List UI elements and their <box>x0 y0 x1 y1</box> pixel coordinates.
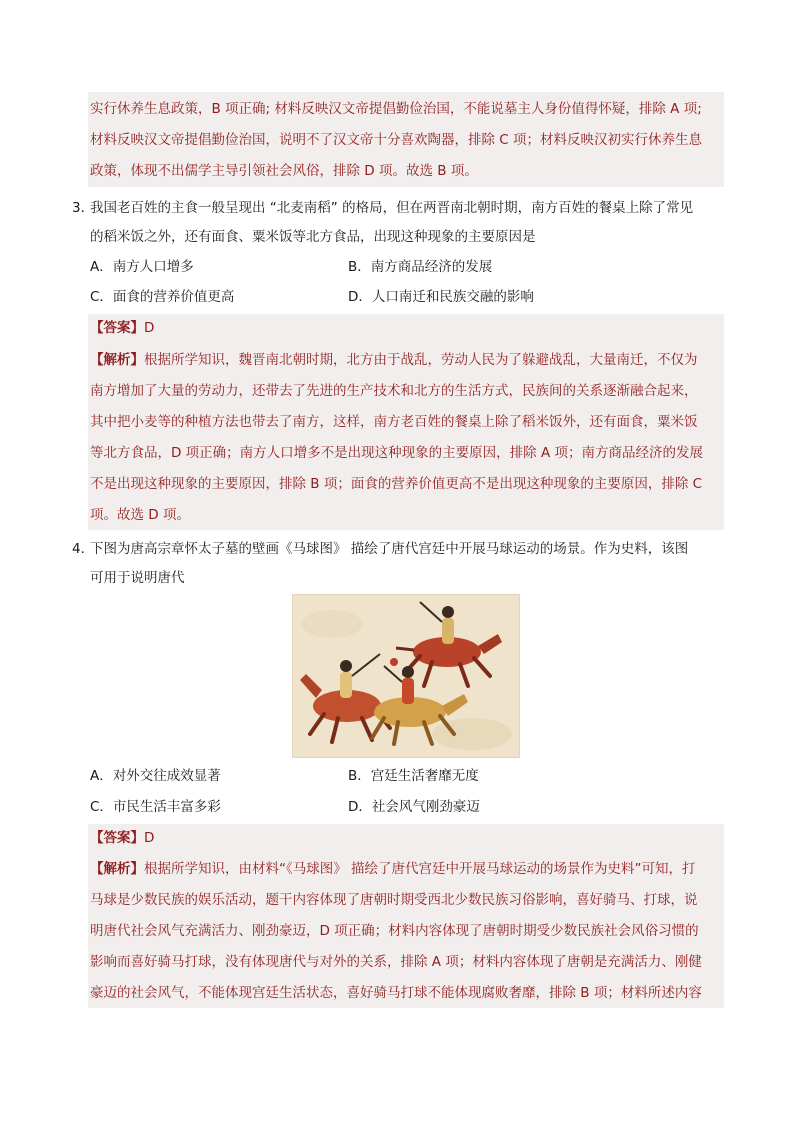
q3-analysis-line-5: 不是出现这种现象的主要原因，排除 B 项；面食的营养价值更高不是出现这种现象的主要原因，排除 C <box>90 476 703 492</box>
q4-analysis-line-3: 明唐代社会风气充满活力、刚劲豪迈，D 项正确；材料内容体现了唐朝时期受少数民族社会风俗习惯的 <box>90 923 699 939</box>
q4-answer-block <box>88 824 724 1008</box>
q3-option-c: C．面食的营养价值更高 <box>90 289 235 305</box>
q4-analysis-line-2: 马球是少数民族的娱乐活动，题干内容体现了唐朝时期受西北少数民族习俗影响，喜好骑马、打球，说 <box>90 892 698 908</box>
q4-stem-line-2: 可用于说明唐代 <box>90 570 185 586</box>
q3-stem-line-1: 我国老百姓的主食一般呈现出 “北麦南稻” 的格局，但在两晋南北朝时期，南方百姓的餐桌上除了常见 <box>90 200 694 216</box>
q4-answer-value: D <box>144 830 155 846</box>
q4-option-a: A．对外交往成效显著 <box>90 768 221 784</box>
prev-analysis-line-3: 政策，体现不出儒学主导引领社会风俗，排除 D 项。故选 B 项。 <box>90 163 478 179</box>
q4-analysis-text-1: 根据所学知识，由材料“《马球图》 描绘了唐代宫廷中开展马球运动的场景作为史料”可知，打 <box>144 861 696 877</box>
q3-analysis-line-6: 项。故选 D 项。 <box>90 507 190 523</box>
q3-answer <box>90 318 154 338</box>
polo-mural-image <box>292 594 520 758</box>
q4-analysis-label: 【解析】 <box>90 861 144 877</box>
q4-analysis-line-5: 豪迈的社会风气，不能体现宫廷生活状态，喜好骑马打球不能体现腐败奢靡，排除 B 项；材料所述内容 <box>90 985 702 1001</box>
q3-option-d: D．人口南迁和民族交融的影响 <box>348 289 534 305</box>
q4-answer <box>90 828 154 848</box>
q3-option-b: B．南方商品经济的发展 <box>348 259 493 275</box>
q3-analysis-text-1: 根据所学知识，魏晋南北朝时期，北方由于战乱，劳动人民为了躲避战乱，大量南迁，不仅为 <box>144 352 698 368</box>
q3-analysis-label: 【解析】 <box>90 352 144 368</box>
q3-number: 3． <box>72 200 95 216</box>
q3-analysis-line-4: 等北方食品，D 项正确；南方人口增多不是出现这种现象的主要原因，排除 A 项；南方商品经济的发展 <box>90 445 704 461</box>
q3-answer-value: D <box>144 320 155 336</box>
prev-analysis-line-1: 实行休养生息政策，B 项正确; 材料反映汉文帝提倡勤俭治国，不能说墓主人身份值得怀疑，排除 A 项; <box>90 101 702 117</box>
prev-analysis-line-2: 材料反映汉文帝提倡勤俭治国，说明不了汉文帝十分喜欢陶器，排除 C 项；材料反映汉初实行休养生息 <box>90 132 703 148</box>
q4-analysis-line-1 <box>90 859 696 879</box>
q4-number: 4． <box>72 541 95 557</box>
q3-analysis-line-2: 南方增加了大量的劳动力，还带去了先进的生产技术和北方的生活方式，民族间的关系逐渐融合起来， <box>90 383 698 399</box>
q3-stem-line-2: 的稻米饭之外，还有面食、粟米饭等北方食品，出现这种现象的主要原因是 <box>90 229 536 245</box>
q4-stem-line-1: 下图为唐高宗章怀太子墓的壁画《马球图》 描绘了唐代宫廷中开展马球运动的场景。作为史料，该图 <box>90 541 689 557</box>
q3-analysis-line-1 <box>90 350 698 370</box>
q4-option-c: C．市民生活丰富多彩 <box>90 799 221 815</box>
q4-analysis-line-4: 影响而喜好骑马打球，没有体现唐代与对外的关系，排除 A 项；材料内容体现了唐朝是充满活力、刚健 <box>90 954 702 970</box>
polo-ball <box>390 658 398 666</box>
q3-option-a: A．南方人口增多 <box>90 259 194 275</box>
q4-option-b: B．宫廷生活奢靡无度 <box>348 768 479 784</box>
q4-option-d: D．社会风气刚劲豪迈 <box>348 799 480 815</box>
q4-answer-label: 【答案】 <box>90 830 144 846</box>
q3-answer-label: 【答案】 <box>90 320 144 336</box>
q3-analysis-line-3: 其中把小麦等的种植方法也带去了南方，这样，南方老百姓的餐桌上除了稻米饭外，还有面食，粟米饭 <box>90 414 698 430</box>
